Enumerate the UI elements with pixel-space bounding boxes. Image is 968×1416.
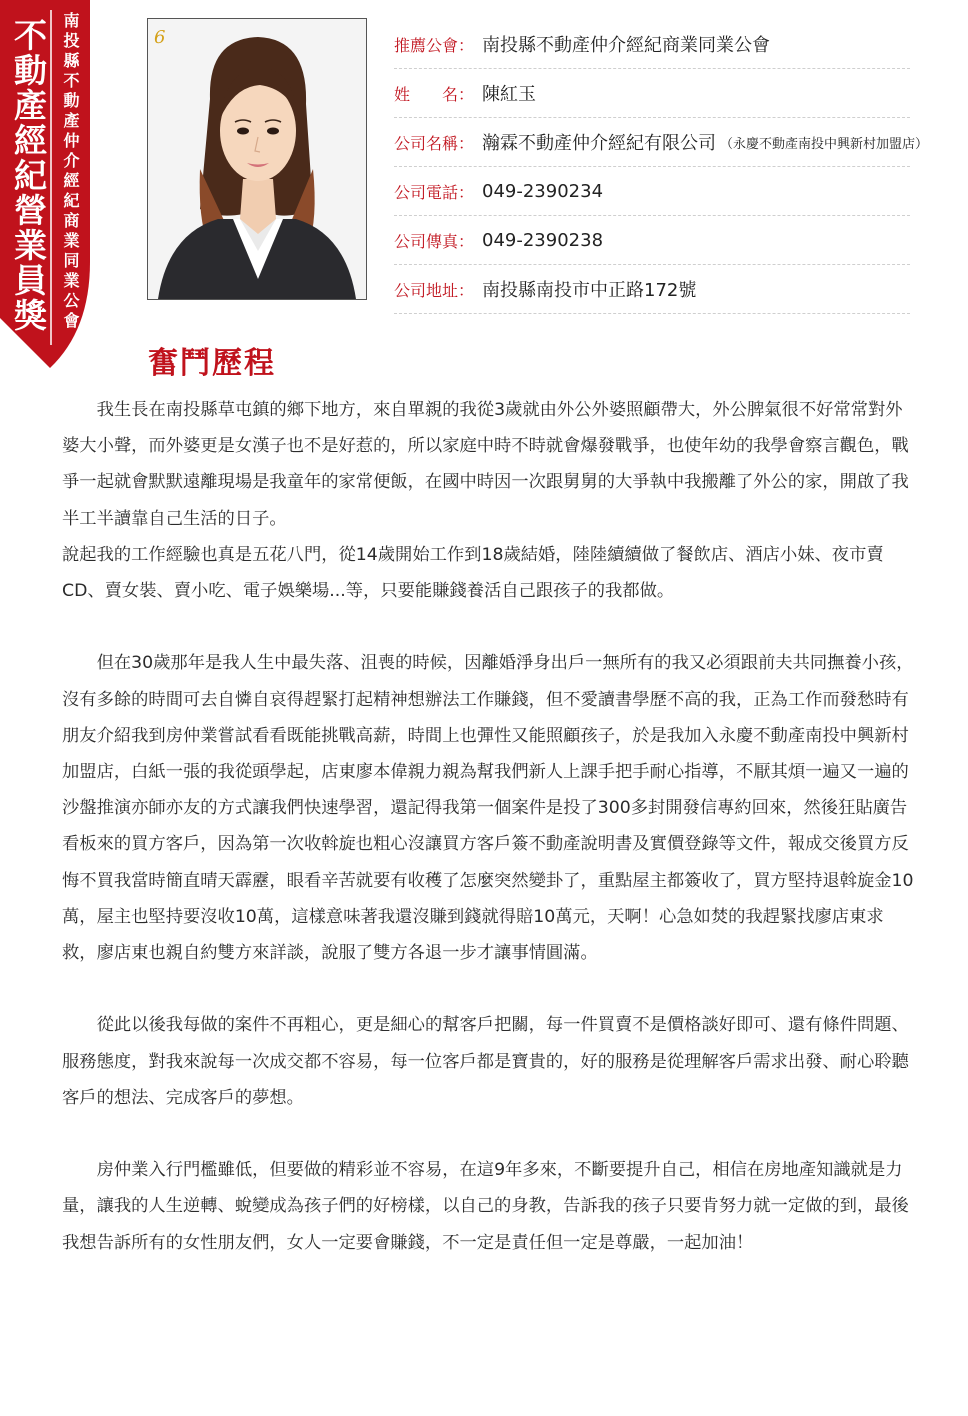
award-banner — [0, 0, 90, 368]
photo-corner-mark: 6 — [154, 27, 166, 48]
profile-info-table — [394, 20, 929, 314]
info-row-fax — [394, 216, 910, 265]
info-value: 瀚霖不動產仲介經紀有限公司 — [482, 133, 716, 154]
info-value: 南投縣南投市中正路172號 — [482, 280, 697, 301]
info-value: 南投縣不動產仲介經紀商業同業公會 — [482, 35, 770, 56]
info-note: （永慶不動產南投中興新村加盟店） — [720, 136, 929, 152]
story-paragraph: 說起我的工作經驗也真是五花八門，從14歲開始工作到18歲結婚，陸陸續續做了餐飲店、酒店小妹、夜市賣CD、賣女裝、賣小吃、電子娛樂場...等，只要能賺錢養活自己跟孩子的我都做。 — [62, 544, 884, 602]
info-value: 陳紅玉 — [482, 84, 536, 105]
profile-photo — [147, 18, 367, 300]
info-value: 049-2390234 — [482, 180, 604, 202]
story-paragraph: 從此以後我每做的案件不再粗心，更是細心的幫客戶把關，每一件買賣不是價格談好即可、還有條件問題、服務態度，對我來說每一次成交都不容易，每一位客戶都是寶貴的，好的服務是從理解客戶需求出發、耐心聆聽客戶的想法、完成客戶的夢想。 — [62, 1015, 909, 1108]
association-name: 南投縣不動產仲介經紀商業同業公會 — [61, 12, 80, 332]
award-title: 不動產經紀營業員獎 — [9, 18, 48, 333]
story-paragraph: 房仲業入行門檻雖低，但要做的精彩並不容易，在這9年多來，不斷要提升自己，相信在房地產知識就是力量，讓我的人生逆轉、蛻變成為孩子們的好榜樣，以自己的身教，告訴我的孩子只要肯努力就一定做的到，最後我想告訴所有的女性朋友們，女人一定要會賺錢，不一定是責任但一定是尊嚴，一起加油！ — [62, 1160, 909, 1253]
info-label: 公司電話： — [394, 182, 475, 202]
info-row-company — [394, 118, 929, 167]
info-label: 公司名稱： — [394, 133, 475, 153]
info-row-phone — [394, 167, 910, 216]
story-paragraph: 但在30歲那年是我人生中最失落、沮喪的時候，因離婚淨身出戶一無所有的我又必須跟前夫共同撫養小孩，沒有多餘的時間可去自憐自哀得趕緊打起精神想辦法工作賺錢，但不愛讀書學歷不高的我，正為工作而發愁時有朋友介紹我到房仲業嘗試看看既能挑戰高薪，時間上也彈性又能照顧孩子，於是我加入永慶不動產南投中興新村加盟店，白紙一張的我從頭學起，店東廖本偉親力親為幫我們新人上課手把手耐心指導，不厭其煩一遍又一遍的沙盤推演亦師亦友的方式讓我們快速學習，還記得我第一個案件是投了300多封開發信專約回來，然後狂貼廣告看板來的買方客戶，因為第一次收斡旋也粗心沒讓買方客戶簽不動產說明書及實價登錄等文件，報成交後買方反悔不買我當時簡直晴天霹靂，眼看辛苦就要有收穫了怎麼突然變卦了，重點屋主都簽收了，買方堅持退斡旋金10萬，屋主也堅持要沒收10萬，這樣意味著我還沒賺到錢就得賠10萬元，天啊！心急如焚的我趕緊找廖店東求救，廖店東也親自約雙方來詳談，說服了雙方各退一步才讓事情圓滿。 — [62, 653, 914, 964]
info-label: 推薦公會： — [394, 35, 475, 55]
portrait-image — [148, 19, 366, 299]
section-title: 奮鬥歷程 — [148, 346, 276, 381]
info-value: 049-2390238 — [482, 229, 604, 251]
info-label: 公司傳真： — [394, 231, 475, 251]
info-row-address — [394, 265, 910, 314]
story-body — [62, 392, 914, 1261]
story-paragraph: 我生長在南投縣草屯鎮的鄉下地方，來自單親的我從3歲就由外公外婆照顧帶大，外公脾氣很不好常常對外婆大小聲，而外婆更是女漢子也不是好惹的，所以家庭中時不時就會爆發戰爭，也使年幼的我學會察言觀色，戰爭一起就會默默遠離現場是我童年的家常便飯，在國中時因一次跟舅舅的大爭執中我搬離了外公的家，開啟了我半工半讀靠自己生活的日子。 — [62, 400, 909, 529]
info-label: 公司地址： — [394, 280, 475, 300]
paragraph-gap — [62, 1116, 914, 1152]
info-row-association — [394, 20, 910, 69]
info-row-name — [394, 69, 910, 118]
paragraph-gap — [62, 609, 914, 645]
paragraph-gap — [62, 971, 914, 1007]
info-label: 姓 名： — [394, 84, 475, 104]
